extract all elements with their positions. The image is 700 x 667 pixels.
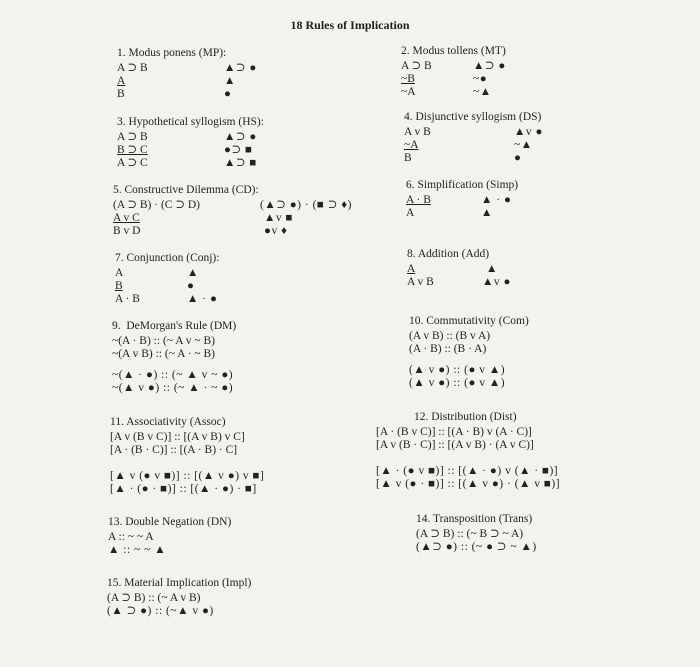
rule-distribution <box>376 410 616 491</box>
rule-title: 11. Associativity (Assoc) <box>110 416 226 428</box>
conclusion: B <box>404 152 412 164</box>
symbolic-equivalence-2: [▲ v (● · ■)] :: [(▲ v ●) · (▲ v ■)] <box>376 478 561 490</box>
premise-1: A ⊃ B <box>117 62 148 74</box>
conclusion: B <box>117 88 125 100</box>
premise-1: (A ⊃ B) · (C ⊃ D) <box>113 199 200 211</box>
rule-simplification <box>406 178 546 219</box>
symbolic-equivalence-1: (▲ v ●) :: (● v ▲) <box>409 364 506 376</box>
symbolic-equivalence-1: ~(▲ · ●) :: (~ ▲ v ~ ●) <box>112 369 234 381</box>
equivalence-1: A :: ~ ~ A <box>108 531 154 543</box>
conclusion: A ⊃ C <box>117 157 148 169</box>
rule-title: 4. Disjunctive syllogism (DS) <box>404 111 542 123</box>
rule-addition <box>407 247 537 288</box>
symbolic-equivalence-1: [▲ v (● v ■)] :: [(▲ v ●) v ■] <box>110 470 265 482</box>
rule-transposition <box>416 512 586 554</box>
rule-double-negation <box>108 515 278 557</box>
symbolic-premise-1: ▲v ● <box>514 126 543 138</box>
conclusion: A <box>406 207 415 219</box>
equivalence-2: [A · (B · C)] :: [(A · B) · C] <box>110 444 238 456</box>
premise-1: A <box>115 267 124 279</box>
rule-modus-ponens <box>117 46 287 100</box>
rule-title: 3. Hypothetical syllogism (HS): <box>117 116 264 128</box>
rule-title: 1. Modus ponens (MP): <box>117 47 227 59</box>
rule-title: 13. Double Negation (DN) <box>108 516 232 528</box>
premise-2: A <box>117 75 126 87</box>
premise-1: A v B <box>404 126 431 138</box>
symbolic-conclusion: ~▲ <box>473 86 492 98</box>
rule-hypothetical-syllogism <box>117 115 287 169</box>
equivalence-2: ~(A v B) :: (~ A · ~ B) <box>112 348 216 360</box>
rule-title: 2. Modus tollens (MT) <box>401 45 506 57</box>
symbolic-conclusion: ● <box>514 152 522 164</box>
rule-title: 12. Distribution (Dist) <box>414 411 517 423</box>
symbolic-premise-1: ▲ · ● <box>481 194 512 206</box>
premise-1: A ⊃ B <box>401 60 432 72</box>
rule-title: 5. Constructive Dilemma (CD): <box>113 184 259 196</box>
equivalence-1: ~(A · B) :: (~ A v ~ B) <box>112 335 216 347</box>
rule-title: 6. Simplification (Simp) <box>406 179 519 191</box>
symbolic-equivalence-1: [▲ · (● v ■)] :: [(▲ · ●) v (▲ · ■)] <box>376 465 559 477</box>
symbolic-conclusion: ●v ♦ <box>264 225 288 237</box>
rule-title: 10. Commutativity (Com) <box>409 315 529 327</box>
rule-title: 7. Conjunction (Conj): <box>115 252 220 264</box>
symbolic-premise-2: ▲ <box>224 75 236 87</box>
symbolic-premise-1: ▲ <box>187 267 199 279</box>
symbolic-equivalence-2: ~(▲ v ●) :: (~ ▲ · ~ ●) <box>112 382 234 394</box>
equivalence-1: (A ⊃ B) :: (~ B ⊃ ~ A) <box>416 528 524 540</box>
premise-1: A ⊃ B <box>117 131 148 143</box>
rule-associativity <box>110 415 330 496</box>
symbolic-premise-2: ● <box>187 280 195 292</box>
premise-2: B ⊃ C <box>117 144 148 156</box>
premise-1: A · B <box>406 194 431 206</box>
symbolic-premise-1: (▲⊃ ●) · (■ ⊃ ♦) <box>260 199 352 211</box>
symbolic-conclusion: ▲⊃ ■ <box>224 157 257 169</box>
symbolic-equivalence-2: [▲ · (● · ■)] :: [(▲ · ●) · ■] <box>110 483 257 495</box>
rule-title: 8. Addition (Add) <box>407 248 490 260</box>
premise-1: A <box>407 263 416 275</box>
rule-disjunctive-syllogism <box>404 110 564 164</box>
symbolic-premise-1: ▲ <box>486 263 498 275</box>
symbolic-conclusion: ▲v ● <box>482 276 511 288</box>
symbolic-premise-2: ●⊃ ■ <box>224 144 253 156</box>
rule-conjunction <box>115 251 245 305</box>
conclusion: B v D <box>113 225 141 237</box>
equivalence-1: [A v (B v C)] :: [(A v B) v C] <box>110 431 245 443</box>
equivalence-2: (A · B) :: (B · A) <box>409 343 487 355</box>
rule-constructive-dilemma <box>113 183 373 237</box>
rule-title: 15. Material Implication (Impl) <box>107 577 252 589</box>
symbolic-premise-2: ▲v ■ <box>264 212 293 224</box>
equivalence-2: [A v (B · C)] :: [(A v B) · (A v C)] <box>376 439 534 451</box>
symbolic-conclusion: ● <box>224 88 232 100</box>
symbolic-equivalence-2: (▲ v ●) :: (● v ▲) <box>409 377 506 389</box>
symbolic-premise-2: ~▲ <box>514 139 533 151</box>
symbolic-premise-1: ▲⊃ ● <box>473 60 506 72</box>
symbolic-equivalence-1: (▲ ⊃ ●) :: (~▲ v ●) <box>107 605 214 617</box>
premise-2: ~B <box>401 73 415 85</box>
premise-2: B <box>115 280 123 292</box>
equivalence-1: (A v B) :: (B v A) <box>409 330 491 342</box>
conclusion: ~A <box>401 86 416 98</box>
premise-2: A v C <box>113 212 140 224</box>
equivalence-1: (A ⊃ B) :: (~ A v B) <box>107 592 201 604</box>
symbolic-equivalence-1: ▲ :: ~ ~ ▲ <box>108 544 167 556</box>
premise-2: ~A <box>404 139 419 151</box>
symbolic-conclusion: ▲ · ● <box>187 293 218 305</box>
rule-modus-tollens <box>401 44 551 98</box>
conclusion: A · B <box>115 293 140 305</box>
symbolic-premise-1: ▲⊃ ● <box>224 62 257 74</box>
conclusion: A v B <box>407 276 434 288</box>
page-title: 18 Rules of Implication <box>290 18 410 32</box>
equivalence-1: [A · (B v C)] :: [(A · B) v (A · C)] <box>376 426 532 438</box>
symbolic-premise-1: ▲⊃ ● <box>224 131 257 143</box>
rule-demorgan <box>112 319 312 395</box>
symbolic-conclusion: ▲ <box>481 207 493 219</box>
symbolic-premise-2: ~● <box>473 73 488 85</box>
rule-title: 9. DeMorgan's Rule (DM) <box>112 320 237 332</box>
rule-commutativity <box>409 314 569 390</box>
rule-title: 14. Transposition (Trans) <box>416 513 533 525</box>
rule-material-implication <box>107 576 307 618</box>
symbolic-equivalence-1: (▲⊃ ●) :: (~ ● ⊃ ~ ▲) <box>416 541 537 553</box>
